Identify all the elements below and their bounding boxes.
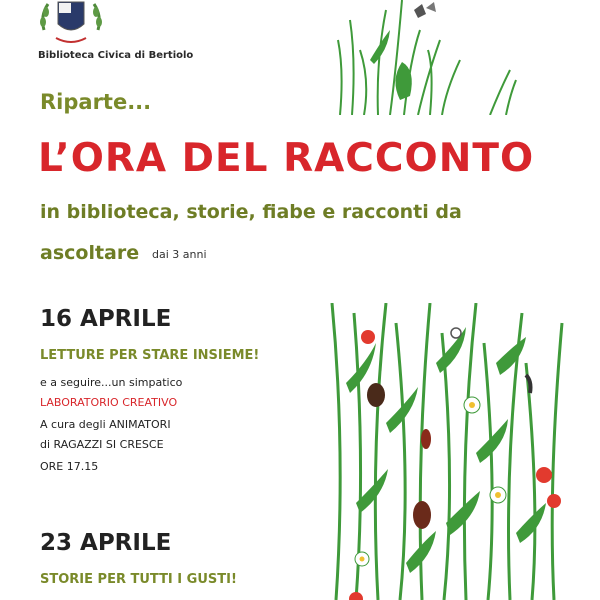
- subtitle-line-1: in biblioteca, storie, fiabe e racconti da: [40, 201, 462, 223]
- event-time: ORE 17.15: [40, 460, 99, 473]
- event-detail: A cura degli ANIMATORI: [40, 418, 171, 431]
- subtitle-line-2: ascoltare: [40, 242, 140, 264]
- event-detail: e a seguire...un simpatico: [40, 376, 183, 389]
- page-title: L’ORA DEL RACCONTO: [38, 136, 535, 181]
- library-name: Biblioteca Civica di Bertiolo: [38, 50, 194, 61]
- municipal-crest-icon: [38, 0, 104, 46]
- event-title: LETTURE PER STARE INSIEME!: [40, 348, 260, 363]
- lead-text: Riparte...: [40, 90, 152, 114]
- event-title: STORIE PER TUTTI I GUSTI!: [40, 572, 237, 587]
- event-workshop: LABORATORIO CREATIVO: [40, 396, 178, 409]
- age-note: dai 3 anni: [152, 248, 207, 261]
- event-date: 23 APRILE: [40, 530, 172, 556]
- event-date: 16 APRILE: [40, 306, 172, 332]
- event-detail: di RAGAZZI SI CRESCE: [40, 438, 164, 451]
- grass-illustration-icon: [330, 0, 530, 115]
- meadow-illustration-icon: [326, 303, 568, 600]
